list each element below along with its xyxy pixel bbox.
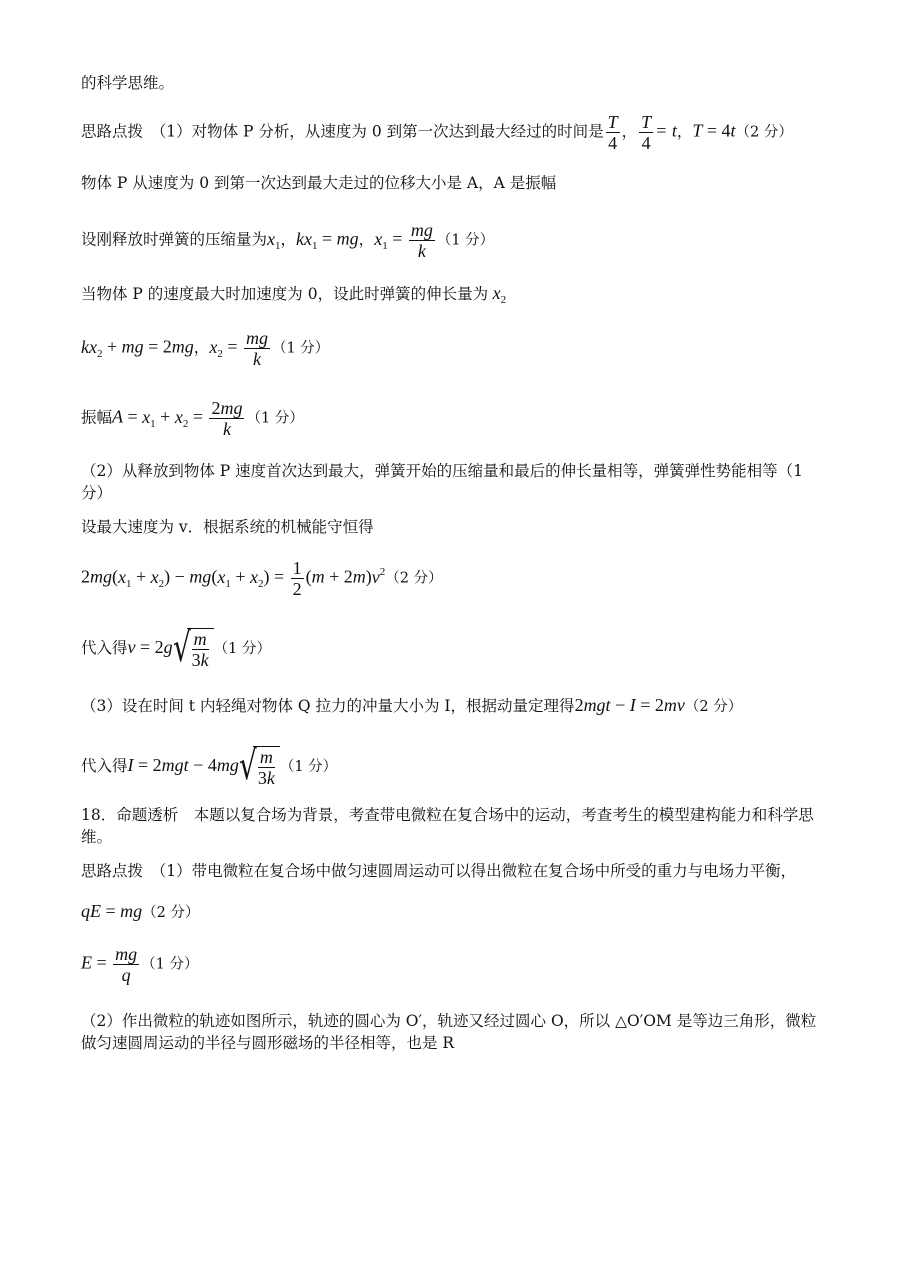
text-line-4: 设刚释放时弹簧的压缩量为$x_1$，$kx_1$ = mg，$x_1$ = $\frac{mg}{k}$ （1 分） — [81, 220, 495, 261]
text-line-12: （3）设在时间 t 内轻绳对物体 Q 拉力的冲量大小为 I，根据动量定理得2mgt − I = 2mv（2 分） — [81, 695, 743, 715]
text: 当物体 P 的速度最大时加速度为 0，设此时弹簧的伸长量为 — [81, 285, 489, 303]
equation-line-16: qE = mg（2 分） — [81, 901, 200, 921]
text-line-2: 思路点拨 （1）对物体 P 分析，从速度为 0 到第一次达到最大经过的时间是 $\frac{T}{4}$ ， $\frac{T}{4}$ = t，T = 4t（2 分） — [81, 112, 793, 153]
score: （1 分） — [436, 232, 495, 249]
text: （3）设在时间 t 内轻绳对物体 Q 拉力的冲量大小为 I，根据动量定理得 — [81, 697, 575, 715]
text: 振幅 — [81, 408, 113, 427]
sqrt-m-over-3k: √ $\frac{m}{3k}$ — [173, 628, 214, 670]
equation-line-11: 代入得v = 2g √ $\frac{m}{3k}$ （1 分） — [81, 625, 272, 671]
fraction-2mg-over-k: $\frac{2mg}{k}$ — [211, 398, 243, 439]
sqrt-m-over-3k: √ $\frac{m}{3k}$ — [239, 746, 280, 788]
score: （2 分） — [142, 905, 200, 921]
text: （2）从释放到物体 P 速度首次达到最大，弹簧开始的压缩量和最后的伸长量相等，弹簧弹性势能相等（1 分） — [81, 462, 804, 502]
score: （2 分） — [735, 124, 793, 141]
text: 18．命题透析 本题以复合场为背景，考查带电微粒在复合场中的运动，考查考生的模型建构能力和科学思维。 — [81, 806, 814, 846]
fraction-t-over-4: $\frac{T}{4}$ — [607, 112, 618, 153]
text-line-3 — [81, 172, 830, 194]
text-line-8 — [81, 460, 830, 504]
score: （1 分） — [141, 956, 199, 973]
text-line-5: 当物体 P 的速度最大时加速度为 0，设此时弹簧的伸长量为 $x_2$ — [81, 283, 507, 306]
text-line-1 — [81, 72, 830, 94]
text: 设刚释放时弹簧的压缩量为 — [81, 230, 268, 249]
score: （2 分） — [684, 699, 743, 715]
score: （1 分） — [246, 410, 304, 427]
score: （2 分） — [385, 570, 443, 587]
fraction-mg-over-q: $\frac{mg}{q}$ — [115, 944, 138, 985]
fraction-mg-over-k: $\frac{mg}{k}$ — [410, 220, 433, 261]
text: 代入得 — [81, 639, 128, 657]
text: 设最大速度为 v．根据系统的机械能守恒得 — [81, 518, 374, 536]
text-line-18 — [81, 1010, 830, 1054]
fraction-one-half: $\frac{1}{2}$ — [292, 558, 302, 599]
text-line-15 — [81, 860, 830, 882]
equation-line-7: 振幅$A = x_1 + x_2$ = $\frac{2mg}{k}$ （1 分） — [81, 398, 304, 439]
text: 的科学思维。 — [81, 74, 175, 92]
fraction-t-over-4: $\frac{T}{4}$ — [641, 112, 652, 153]
equation-line-10: $2mg(x_1 + x_2) - mg(x_1 + x_2)$ = $\frac{1}{2}$ $(m + 2m)v^2(2$ 分） — [81, 558, 443, 599]
equation-line-13: 代入得I = 2mgt − 4mg √ $\frac{m}{3k}$ （1 分） — [81, 743, 338, 789]
text-line-14 — [81, 804, 830, 848]
text: 物体 P 从速度为 0 到第一次达到最大走过的位移大小是 A，A 是振幅 — [81, 174, 557, 192]
score: （1 分） — [213, 641, 272, 657]
fraction-mg-over-k: $\frac{mg}{k}$ — [245, 328, 268, 369]
text: 思路点拨 （1）带电微粒在复合场中做匀速圆周运动可以得出微粒在复合场中所受的重力与电场力平衡， — [81, 862, 797, 880]
equation-line-6: $kx_2$ + mg = 2mg，$x_2$ = $\frac{mg}{k}$ （1 分） — [81, 328, 330, 369]
score: （1 分） — [279, 759, 338, 775]
text: （2）作出微粒的轨迹如图所示，轨迹的圆心为 O′，轨迹又经过圆心 O，所以 △O′OM 是等边三角形，微粒做匀速圆周运动的半径与圆形磁场的半径相等，也是 R — [81, 1012, 817, 1052]
score: （1 分） — [271, 340, 330, 357]
text: 代入得 — [81, 757, 128, 775]
equation-line-17: E = $\frac{mg}{q}$ （1 分） — [81, 944, 199, 985]
text-line-9 — [81, 516, 830, 538]
text: 思路点拨 （1）对物体 P 分析，从速度为 0 到第一次达到最大经过的时间是 — [81, 122, 604, 141]
